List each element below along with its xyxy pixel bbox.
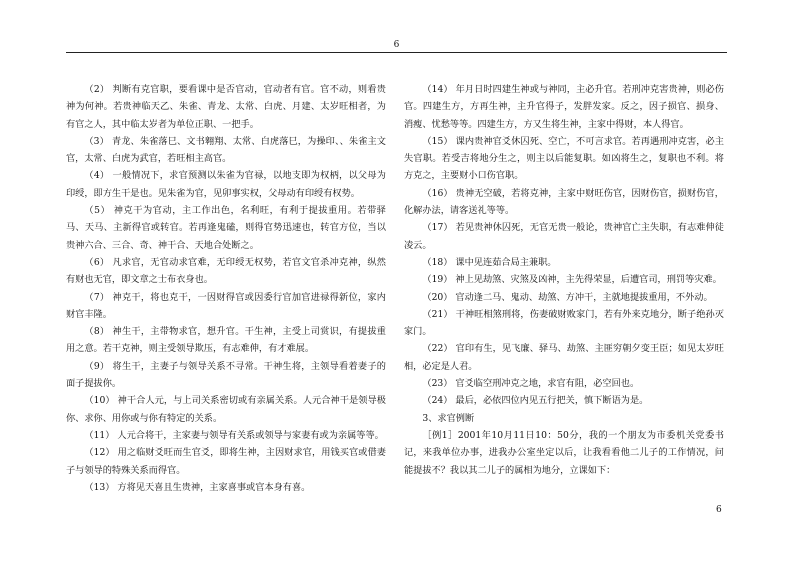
paragraph: （24） 最后，必依四位内见五行把关，慎下断语为是。 [422,395,649,407]
footer-page-number: 6 [716,505,722,515]
paragraph: （8） 神生干，主带物求官，想升官。干生神，主受上司赏识，有提拔重用之意。若干克神，则主受领导欺压，有志难伸，有才难展。 [66,326,386,355]
paragraph: （10） 神干合人元，与上司关系密切或有亲属关系。人元合神干是领导极你、求你、用你或与你有特定的关系。 [66,395,386,424]
paragraph: （3） 青龙、朱雀落巳、文书翱翔、太常、白虎落巳，为操印、、朱雀主文官，太常、白虎为武官，若旺相主高官。 [66,135,386,165]
paragraph: （13） 方将见天喜且生贵神，主家喜事或官本身有喜。 [84,481,311,493]
paragraph: （23） 官爻临空刑冲克之地，求官有阻，必空回也。 [422,378,640,390]
paragraph: （21） 干神旺相煞刑将，伤妻破财败家门，若有外来克地分，断子绝孙灭家门。 [404,308,724,338]
section-heading: 3、求官例断 [422,412,475,424]
paragraph: （14） 年月日时四建生神或与神同，主必升官。若刑冲克害贵神，则必伤官。四建生方，方再生神，主升官得子，发胖发家。反之，因子损官、损身、消瘦、忧愁等等。四建生方，方又生将生神，主家中得财，本人得官。 [404,84,724,130]
left-column [66,81,386,496]
example-paragraph: ［例1］2001年10月11日10：50分，我的一个朋友为市委机关党委书记，来我单位办事，进我办公室坐定以后，让我看看他二儿子的工作情况，问能提拔不？我以其二儿子的属相为地分，立课如下： [404,429,724,476]
paragraph: （6） 凡求官，无官动求官难，无印绶无权势，若官文官杀冲克神，纵然有财也无官，即文章之士布衣身也。 [66,256,386,286]
paragraph: （16） 贵神无空破，若将克神，主家中财旺伤官，因财伤官，损财伤官，化解办法，请客送礼等等。 [404,187,724,217]
paragraph: （20） 官动逢二马、鬼动、劫煞、方冲干，主就地提拔重用，不外动。 [422,291,713,303]
paragraph: （22） 官印有生，见飞廉、驿马、劫煞、主匪穷朝夕变王臣；如见太岁旺相，必定是人君。 [404,343,724,372]
header-rule [66,52,727,53]
header-page-number: 6 [393,40,400,50]
paragraph: （17） 若见贵神休囚死，无官无贵一般论，贵神官亡主失职，有志难伸徒凌云。 [404,222,724,251]
paragraph: （9） 将生干，主妻子与领导关系不寻常。干神生将，主领导看着妻子的面子提拔你。 [66,360,386,390]
paragraph: （5） 神克干为官动，主工作出色，名利旺，有利于提拔重用。若带驿马、天马、主新得官或转官。若再逢鬼磕，则得官势迅速也，转官方位，当以贵神六合、三合、奇、神干合、天地合处断之。 [66,205,386,251]
paragraph: （18） 课中见连茹合局主兼职。 [422,256,557,268]
paragraph: （7） 神克干，将也克干，一因财得官或因委行官加官进禄得新位，家内财官丰隆。 [66,291,386,320]
paragraph: （11） 人元合将干，主家妻与领导有关系或领导与家妻有或为亲属等等。 [84,429,384,441]
paragraph: （12） 用之临财爻旺而生官爻，即将生神，主因财求官，用钱买官或借妻子与领导的特殊关系而得官。 [66,447,386,476]
paragraph: （15） 课内贵神官爻休囚死、空亡，不可言求官。若再遇刑冲克害，必主失官职。若受吉将地分生之，则主以后能复职。如凶将生之，复职也不利。将方克之，主要财小口伤官职。 [404,135,724,182]
paragraph: （2） 判断有克官职，要看课中是否官动，官动者有官。官不动，则看贵神为何神。若贵神临天乙、朱雀、青龙、太常、白虎、月建、太岁旺相者，为有官之人，其中临太岁者为单位正职、一把手。 [66,84,386,130]
paragraph: （4） 一般情况下，求官预测以朱雀为官禄，以地支即为权柄，以父母为印绶，即方生干是也。见朱雀为官，见卯事实权，父母动有印绶有权势。 [66,170,386,199]
right-column [404,81,724,479]
paragraph: （19） 神上见劫煞、灾煞及凶神，主先得荣显，后遭官司，刑罚等灾难。 [422,274,722,286]
